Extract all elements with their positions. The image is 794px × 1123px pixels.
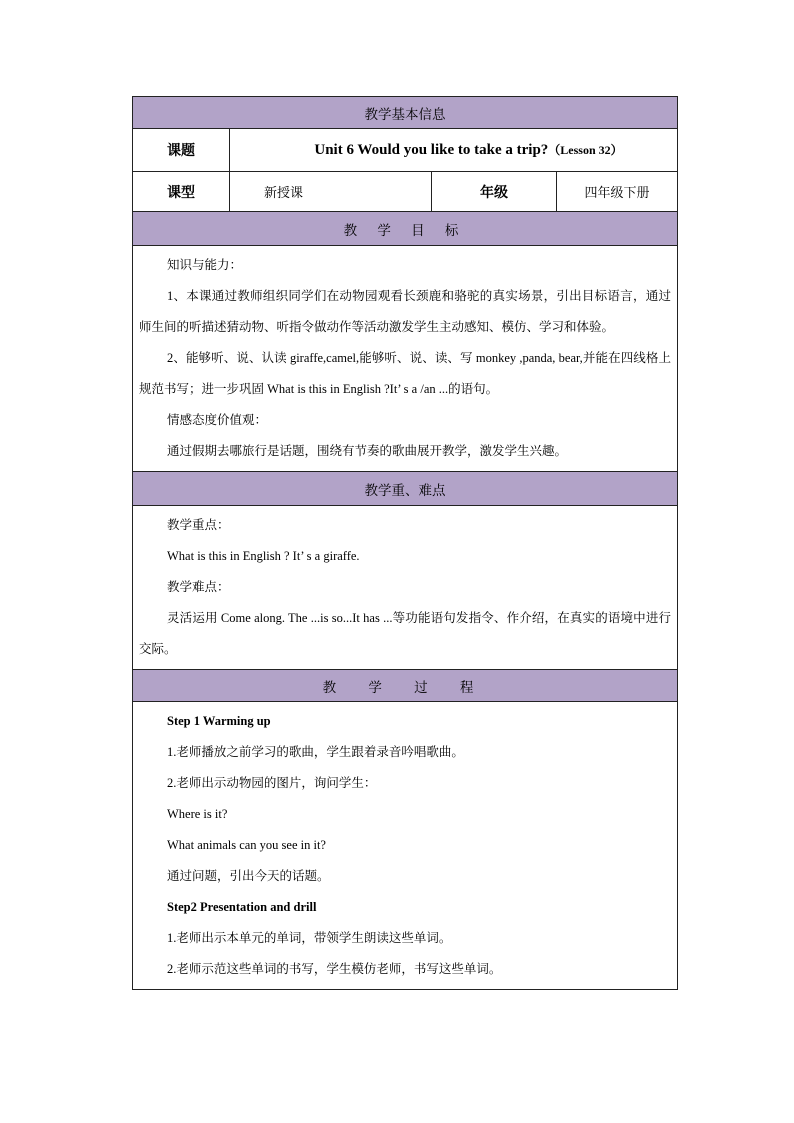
focus-item: 灵活运用 Come along. The ...is so...It has ...等功能语句发指令、作介绍，在真实的语境中进行交际。: [139, 611, 671, 656]
topic-value: [230, 129, 678, 172]
step1-item: 通过问题，引出今天的话题。: [167, 869, 330, 883]
topic-label: 课题: [133, 129, 230, 172]
step2-title: Step2 Presentation and drill: [167, 900, 317, 914]
focus-item: What is this in English ? It’ s a giraffe.: [167, 549, 360, 563]
step1-item: 2.老师出示动物园的图片，询问学生：: [167, 776, 377, 790]
grade-value: 四年级下册: [557, 172, 678, 212]
lesson-plan-table: [132, 96, 678, 990]
goals-body: [133, 246, 678, 472]
process-header: 教 学 过 程: [133, 670, 678, 702]
topic-lesson: （Lesson 32）: [548, 143, 623, 157]
step2-item: 1.老师出示本单元的单词，带领学生朗读这些单词。: [167, 931, 452, 945]
focus-item: 教学重点：: [167, 518, 230, 532]
step1-title: Step 1 Warming up: [167, 714, 271, 728]
goals-header: 教 学 目 标: [133, 212, 678, 246]
step1-item: What animals can you see in it?: [167, 838, 326, 852]
step2-item: 2.老师示范这些单词的书写，学生模仿老师，书写这些单词。: [167, 962, 502, 976]
topic-main: Unit 6 Would you like to take a trip?: [314, 142, 549, 158]
focus-item: 教学难点：: [167, 580, 230, 594]
goals-item: 2、能够听、说、认读 giraffe,camel,能够听、说、读、写 monkey ,panda, bear,并能在四线格上规范书写；进一步巩固 What is this in English ?It’ s a /an ...的语句。: [139, 351, 671, 396]
goals-item: 情感态度价值观：: [167, 413, 268, 427]
type-label: 课型: [133, 172, 230, 212]
focus-header: 教学重、难点: [133, 472, 678, 506]
goals-item: 1、本课通过教师组织同学们在动物园观看长颈鹿和骆驼的真实场景，引出目标语言，通过师生间的听描述猜动物、听指令做动作等活动激发学生主动感知、模仿、学习和体验。: [139, 289, 671, 334]
step1-item: 1.老师播放之前学习的歌曲，学生跟着录音吟唱歌曲。: [167, 745, 464, 759]
goals-item: 通过假期去哪旅行是话题，围绕有节奏的歌曲展开教学，激发学生兴趣。: [167, 444, 568, 458]
grade-label: 年级: [432, 172, 557, 212]
focus-body: [133, 506, 678, 670]
basic-info-header: 教学基本信息: [133, 97, 678, 129]
process-body: [133, 702, 678, 990]
type-value: 新授课: [230, 172, 432, 212]
goals-item: 知识与能力：: [167, 258, 243, 272]
step1-item: Where is it?: [167, 807, 228, 821]
